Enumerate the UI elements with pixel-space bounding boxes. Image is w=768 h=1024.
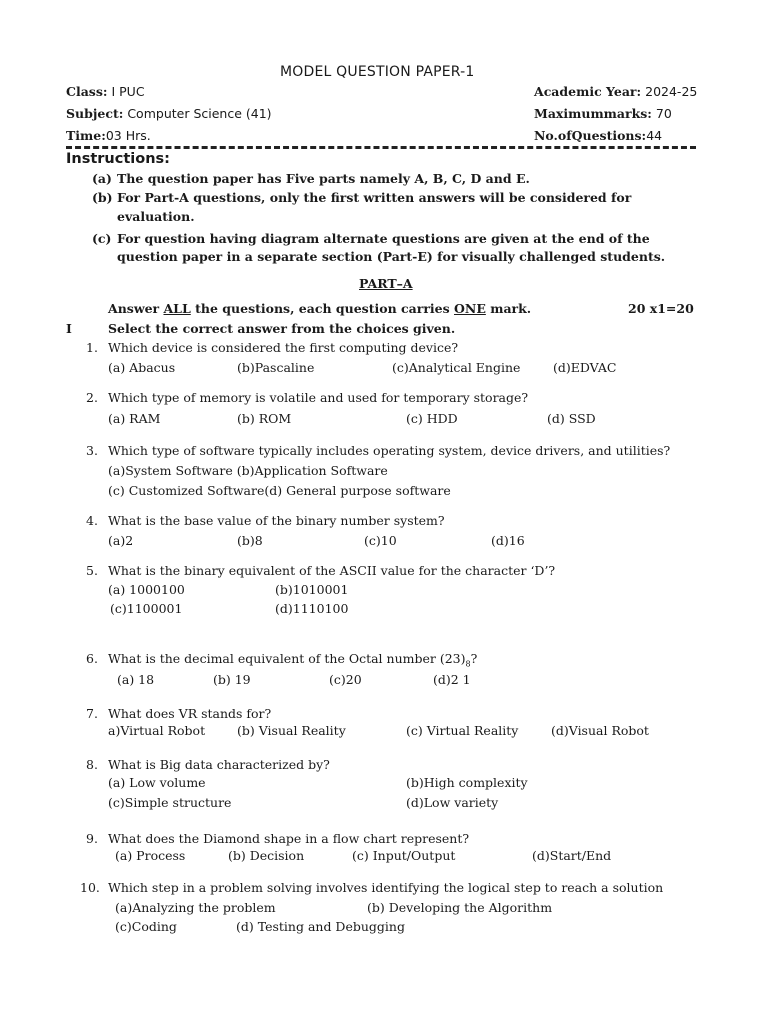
question-4-option-b: (b)8 (237, 533, 263, 548)
question-2-option-b: (b) ROM (237, 411, 292, 426)
instructions-heading: Instructions: (66, 151, 170, 167)
question-8-option-a: (a) Low volume (108, 775, 206, 790)
question-1-option-d: (d)EDVAC (553, 360, 617, 375)
question-7-option-a: a)Virtual Robot (108, 723, 206, 738)
answer-mid: the questions, each question carries (195, 301, 450, 316)
question-9-number: 9. (86, 831, 98, 846)
questions-info (534, 128, 662, 143)
part-a-heading: PART–A (359, 276, 413, 291)
instruction-c-marker: (c) (92, 231, 112, 246)
question-6-base-subscript: 8 (465, 659, 471, 669)
subject-value: Computer Science (41) (127, 106, 272, 121)
question-8-option-b: (b)High complexity (406, 775, 528, 790)
instruction-b-text-1: For Part-A questions, only the first written answers will be considered for (117, 190, 632, 205)
question-6-option-b: (b) 19 (213, 672, 251, 687)
question-4-option-a: (a)2 (108, 533, 134, 548)
question-9-option-c: (c) Input/Output (352, 848, 456, 863)
question-8-option-d: (d)Low variety (406, 795, 499, 810)
question-8-number: 8. (86, 757, 98, 772)
question-8-option-c: (c)Simple structure (108, 795, 232, 810)
class-value: I PUC (111, 84, 145, 99)
year-info (534, 84, 697, 99)
answer-all: ALL (163, 301, 191, 316)
instruction-a-text: The question paper has Five parts namely A, B, C, D and E. (117, 171, 530, 186)
question-6-option-a: (a) 18 (117, 672, 155, 687)
question-9-option-a: (a) Process (115, 848, 186, 863)
questions-value: 44 (646, 128, 663, 143)
section-directions: Select the correct answer from the choices given. (108, 321, 456, 336)
question-2-option-d: (d) SSD (547, 411, 596, 426)
instruction-c-text-2: question paper in a separate section (Part-E) for visually challenged students. (117, 249, 666, 264)
question-3-options-line-1: (a)System Software (b)Application Software (108, 463, 388, 478)
time-info (66, 128, 151, 143)
answer-one: ONE (454, 301, 486, 316)
question-10-option-b: (b) Developing the Algorithm (367, 900, 553, 915)
question-7-option-c: (c) Virtual Reality (406, 723, 519, 738)
class-info (66, 84, 145, 99)
question-5-option-c: (c)1100001 (110, 601, 183, 616)
question-9-option-b: (b) Decision (228, 848, 305, 863)
question-10-option-d: (d) Testing and Debugging (236, 919, 405, 934)
question-7-option-b: (b) Visual Reality (237, 723, 346, 738)
question-1-number: 1. (86, 340, 98, 355)
question-5-option-a: (a) 1000100 (108, 582, 185, 597)
question-3-text: Which type of software typically includes operating system, device drivers, and utilities? (108, 443, 671, 458)
question-8-text: What is Big data characterized by? (108, 757, 330, 772)
question-2-option-a: (a) RAM (108, 411, 161, 426)
year-label: Academic Year: (534, 84, 642, 99)
question-4-option-d: (d)16 (491, 533, 525, 548)
question-4-text: What is the base value of the binary number system? (108, 513, 445, 528)
subject-info (66, 106, 272, 121)
marks-info (534, 106, 672, 121)
question-7-text: What does VR stands for? (108, 706, 272, 721)
question-6-option-d: (d)2 1 (433, 672, 471, 687)
question-6-option-c: (c)20 (329, 672, 362, 687)
question-1-option-a: (a) Abacus (108, 360, 176, 375)
question-6-text (108, 651, 477, 669)
question-10-text: Which step in a problem solving involves identifying the logical step to reach a solution (108, 880, 664, 895)
question-10-option-a: (a)Analyzing the problem (115, 900, 276, 915)
marks-value: 70 (655, 106, 672, 121)
question-2-text: Which type of memory is volatile and used for temporary storage? (108, 390, 529, 405)
class-label: Class: (66, 84, 108, 99)
question-6-text-end: ? (470, 651, 478, 666)
question-10-option-c: (c)Coding (115, 919, 177, 934)
marks-label: Maximummarks: (534, 106, 652, 121)
part-a-directions (108, 301, 531, 316)
question-6-number: 6. (86, 651, 98, 666)
question-1-option-c: (c)Analytical Engine (392, 360, 521, 375)
header-divider (66, 146, 696, 149)
question-10-number: 10. (80, 880, 100, 895)
question-5-option-b: (b)1010001 (275, 582, 349, 597)
instruction-c-text-1: For question having diagram alternate questions are given at the end of the (117, 231, 650, 246)
paper-title: MODEL QUESTION PAPER-1 (280, 64, 475, 80)
question-1-text: Which device is considered the first computing device? (108, 340, 459, 355)
question-2-option-c: (c) HDD (406, 411, 458, 426)
instruction-a-marker: (a) (92, 171, 112, 186)
subject-label: Subject: (66, 106, 124, 121)
question-3-number: 3. (86, 443, 98, 458)
question-3-options-line-2: (c) Customized Software(d) General purpose software (108, 483, 451, 498)
question-5-number: 5. (86, 563, 98, 578)
question-5-option-d: (d)1110100 (275, 601, 349, 616)
question-7-number: 7. (86, 706, 98, 721)
question-5-text: What is the binary equivalent of the ASCII value for the character ‘D’? (108, 563, 556, 578)
question-6-text-main: What is the decimal equivalent of the Octal number (23) (108, 651, 466, 666)
question-2-number: 2. (86, 390, 98, 405)
section-number: I (66, 321, 72, 336)
part-a-marks: 20 x1=20 (628, 301, 694, 316)
question-4-number: 4. (86, 513, 98, 528)
question-9-text: What does the Diamond shape in a flow chart represent? (108, 831, 470, 846)
time-label: Time: (66, 128, 106, 143)
question-9-option-d: (d)Start/End (532, 848, 612, 863)
question-1-option-b: (b)Pascaline (237, 360, 315, 375)
answer-pre: Answer (108, 301, 160, 316)
question-7-option-d: (d)Visual Robot (551, 723, 649, 738)
instruction-b-text-2: evaluation. (117, 209, 195, 224)
year-value: 2024-25 (645, 84, 698, 99)
time-value: 03 Hrs. (105, 128, 151, 143)
questions-label: No.ofQuestions: (534, 128, 647, 143)
answer-post: mark. (490, 301, 532, 316)
instruction-b-marker: (b) (92, 190, 113, 205)
question-4-option-c: (c)10 (364, 533, 397, 548)
